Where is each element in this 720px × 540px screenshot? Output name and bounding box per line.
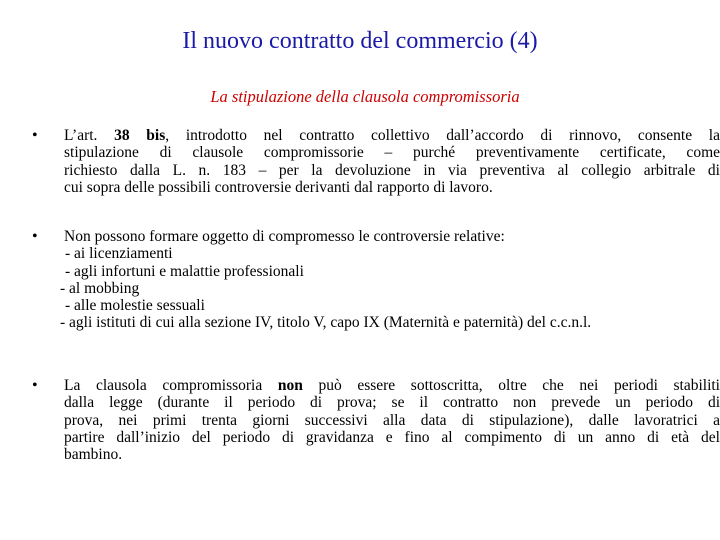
bullet-line: La clausola compromissoria non può essere sottoscritta, oltre che nei periodi stabiliti — [64, 377, 720, 394]
bullet-line: stipulazione di clausole compromissorie – purché preventivamente certificate, come — [64, 144, 720, 162]
bullet-text — [60, 228, 720, 332]
bullet-line: partire dall’inizio del periodo di gravidanza e fino al compimento di un anno di età del — [64, 428, 720, 446]
bullet-line: bambino. — [64, 446, 123, 464]
bullet-text — [64, 127, 720, 196]
bullet-line: dalla legge (durante il periodo di prova; se il contratto non prevede un periodo di — [64, 394, 720, 412]
bullet-line: cui sopra delle possibili controversie derivanti dal rapporto di lavoro. — [64, 178, 493, 196]
bullet-line: richiesto dalla L. n. 183 – per la devoluzione in via preventiva al collegio arbitrale di — [64, 161, 720, 179]
bullet-subline: - al mobbing — [60, 279, 140, 297]
slide-title: Il nuovo contratto del commercio (4) — [182, 28, 538, 54]
bullet-line: Non possono formare oggetto di compromesso le controversie relative: — [64, 228, 505, 245]
slide-subtitle: La stipulazione della clausola compromissoria — [210, 87, 520, 106]
bullet-subline: - agli istituti di cui alla sezione IV, titolo V, capo IX (Maternità e paternità) del c.c.n.l. — [60, 314, 592, 332]
bullet-line: L’art. 38 bis, introdotto nel contratto collettivo dall’accordo di rinnovo, consente la — [64, 127, 720, 144]
bullet-text — [64, 377, 720, 463]
bullet-subline: - agli infortuni e malattie professionali — [65, 262, 304, 280]
bullet-dot: • — [32, 127, 38, 144]
bullet-dot: • — [32, 228, 38, 245]
bullet-line: prova, nei primi trenta giorni successivi alla data di stipulazione), dalle lavoratrici a — [64, 411, 720, 429]
bullet-subline: - alle molestie sessuali — [65, 297, 205, 315]
bullet-dot: • — [32, 377, 38, 394]
bullet-subline: - ai licenziamenti — [65, 245, 173, 263]
